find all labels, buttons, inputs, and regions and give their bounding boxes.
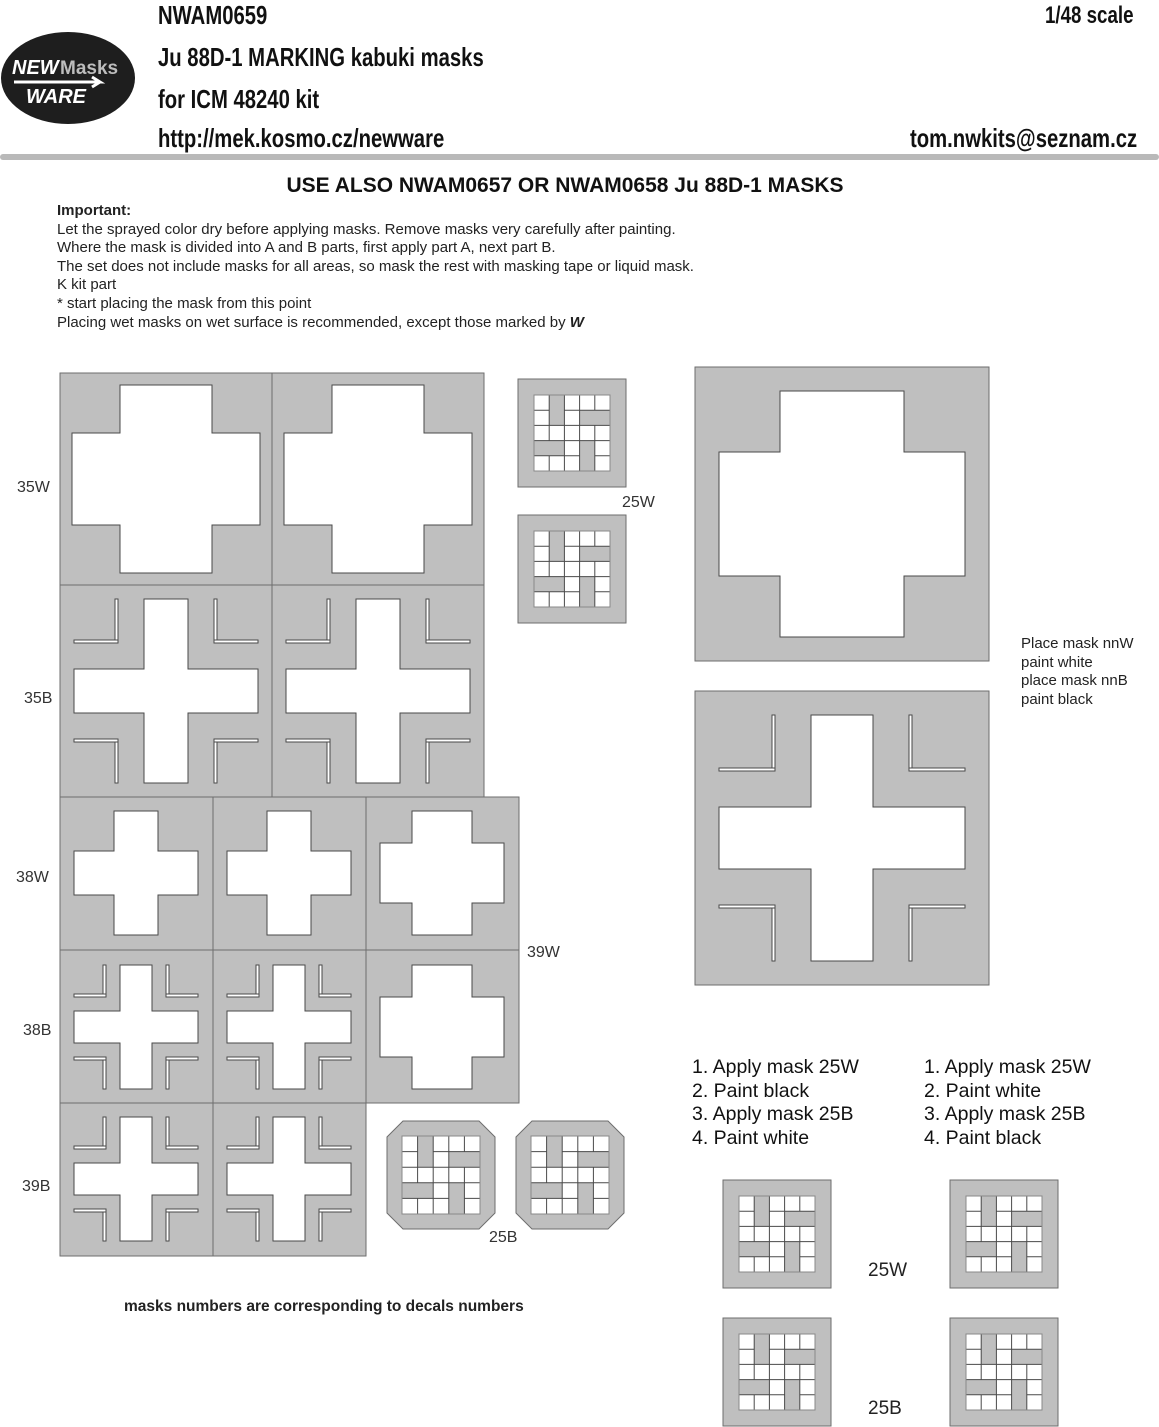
- label-38w: 38W: [16, 869, 49, 886]
- logo-ware: WARE: [26, 86, 86, 108]
- outline-38b-a: [166, 1057, 198, 1060]
- outline-39b-a: [74, 1209, 106, 1212]
- outline-large-b: [772, 715, 775, 771]
- outline-35b-a: [214, 739, 217, 783]
- website-link[interactable]: http://mek.kosmo.cz/newware: [158, 123, 445, 153]
- outline-35b-a: [115, 739, 118, 783]
- outline-35b-b: [426, 599, 429, 643]
- outline-35b-b: [426, 640, 470, 643]
- outline-large-b: [719, 768, 775, 771]
- outline-large-b: [719, 905, 775, 908]
- footer-note: masks numbers are corresponding to decals numbers: [124, 1298, 524, 1315]
- outline-large-b: [909, 905, 965, 908]
- swastika-25b-d: [966, 1334, 1042, 1410]
- outline-35b-a: [74, 640, 118, 643]
- outline-39b-a: [103, 1209, 106, 1241]
- outline-35b-a: [214, 739, 258, 742]
- label-25w-bottom: 25W: [868, 1260, 908, 1281]
- outline-38b-a: [103, 1057, 106, 1089]
- note-line: Placing wet masks on wet surface is recommended, except those marked by W: [57, 313, 584, 331]
- outline-38b-b: [256, 1057, 259, 1089]
- note-line: Where the mask is divided into A and B parts, first apply part A, next part B.: [57, 239, 556, 257]
- use-also-note: USE ALSO NWAM0657 OR NWAM0658 Ju 88D-1 MASKS: [286, 174, 844, 197]
- outline-large-b: [909, 905, 912, 961]
- outline-39b-a: [103, 1117, 106, 1149]
- notes-heading: Important:: [57, 202, 132, 219]
- outline-35b-b: [426, 739, 429, 783]
- outline-38b-b: [319, 965, 322, 997]
- email-link[interactable]: tom.nwkits@seznam.cz: [910, 123, 1138, 153]
- outline-large-b: [909, 768, 965, 771]
- outline-38b-b: [227, 994, 259, 997]
- swastika-25b-c: [739, 1334, 815, 1410]
- logo-new: NEW: [12, 57, 59, 79]
- outline-38b-b: [227, 1057, 259, 1060]
- outline-38b-a: [103, 965, 106, 997]
- outline-35b-a: [115, 599, 118, 643]
- note-line: K kit part: [57, 276, 117, 294]
- outline-35b-b: [286, 739, 330, 742]
- label-25w-top: 25W: [622, 494, 655, 511]
- swastika-25w-c: [739, 1196, 815, 1272]
- outline-38b-a: [166, 1057, 169, 1089]
- outline-35b-b: [327, 599, 330, 643]
- scale-label: 1/48 scale: [1045, 2, 1134, 29]
- swastika-25w-d: [966, 1196, 1042, 1272]
- note-line: The set does not include masks for all areas, so mask the rest with masking tape or liquid mask.: [57, 257, 694, 275]
- outline-38b-a: [74, 994, 106, 997]
- product-code: NWAM0659: [158, 0, 268, 30]
- label-25b-left: 25B: [489, 1229, 518, 1246]
- outline-38b-b: [319, 1057, 322, 1089]
- label-39w: 39W: [527, 944, 560, 961]
- steps-right: 1. Apply mask 25W 2. Paint white 3. Apply mask 25B 4. Paint black: [924, 1056, 1091, 1149]
- outline-38b-b: [319, 994, 351, 997]
- outline-38b-a: [166, 965, 169, 997]
- outline-39b-b: [227, 1146, 259, 1149]
- outline-39b-a: [166, 1209, 198, 1212]
- outline-large-b: [772, 905, 775, 961]
- label-25b-bottom: 25B: [868, 1398, 902, 1419]
- label-35w: 35W: [17, 479, 50, 496]
- outline-39b-b: [319, 1146, 351, 1149]
- outline-39b-a: [74, 1146, 106, 1149]
- outline-large-b: [909, 715, 912, 771]
- place-instructions: Place mask nnW paint white place mask nnB paint black: [1021, 635, 1134, 708]
- outline-39b-b: [319, 1209, 351, 1212]
- outline-35b-b: [426, 739, 470, 742]
- outline-39b-b: [256, 1209, 259, 1241]
- outline-35b-a: [74, 739, 118, 742]
- outline-39b-b: [319, 1209, 322, 1241]
- swastika-25w-a: [534, 395, 610, 471]
- outline-39b-a: [166, 1146, 198, 1149]
- dry-mask-symbol: W: [569, 313, 584, 331]
- outline-35b-b: [327, 739, 330, 783]
- outline-38b-a: [166, 994, 198, 997]
- product-title: Ju 88D-1 MARKING kabuki masks: [158, 42, 484, 72]
- outline-35b-a: [214, 640, 258, 643]
- steps-left: 1. Apply mask 25W 2. Paint black 3. Apply mask 25B 4. Paint white: [692, 1056, 859, 1149]
- note-line: * start placing the mask from this point: [57, 294, 312, 312]
- outline-39b-a: [166, 1209, 169, 1241]
- outline-38b-b: [319, 1057, 351, 1060]
- label-35b: 35B: [24, 690, 53, 707]
- label-38b: 38B: [23, 1022, 52, 1039]
- outline-39b-a: [166, 1117, 169, 1149]
- swastika-25b-b: [531, 1136, 609, 1214]
- swastika-25w-b: [534, 531, 610, 607]
- outline-39b-b: [227, 1209, 259, 1212]
- swastika-25b-a: [402, 1136, 480, 1214]
- outline-38b-a: [74, 1057, 106, 1060]
- outline-35b-a: [214, 599, 217, 643]
- product-subtitle: for ICM 48240 kit: [158, 84, 320, 114]
- outline-35b-b: [286, 640, 330, 643]
- outline-38b-b: [256, 965, 259, 997]
- label-39b: 39B: [22, 1178, 51, 1195]
- logo-masks: Masks: [60, 58, 119, 79]
- note-line: Let the sprayed color dry before applying masks. Remove masks very carefully after painting.: [57, 220, 676, 238]
- outline-39b-b: [319, 1117, 322, 1149]
- outline-39b-b: [256, 1117, 259, 1149]
